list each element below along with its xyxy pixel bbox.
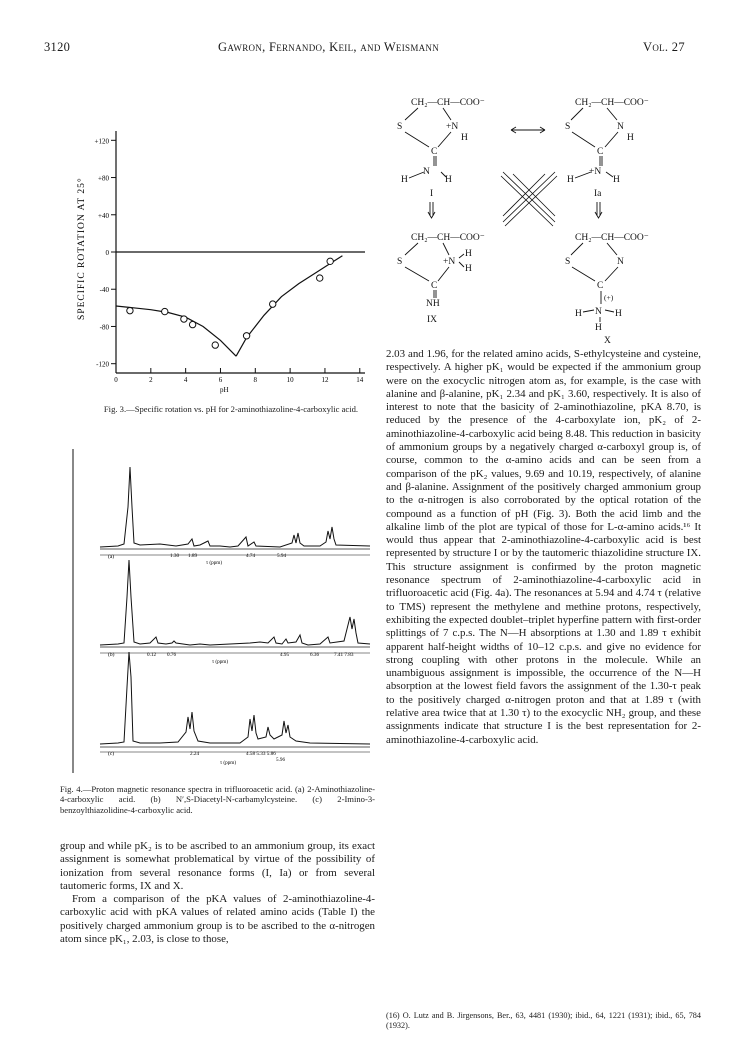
data-point	[270, 301, 276, 307]
svg-text:+N: +N	[443, 257, 456, 267]
spectrum-c	[100, 652, 370, 766]
x-tick-label: 14	[356, 376, 364, 384]
svg-text:CH₂—CH—COO⁻: CH₂—CH—COO⁻	[411, 98, 485, 108]
data-point	[127, 307, 133, 313]
svg-text:S: S	[565, 257, 571, 267]
running-head-authors: Gawron, Fernando, Keil, and Weismann	[218, 40, 440, 54]
spectrum-b-ticks-3: 4.95	[280, 652, 290, 658]
y-axis-label: SPECIFIC ROTATION AT 25°	[77, 177, 87, 320]
svg-text:H: H	[575, 309, 582, 319]
svg-text:N: N	[617, 122, 624, 132]
svg-text:N: N	[617, 257, 624, 267]
data-point	[162, 308, 168, 314]
svg-text:+N: +N	[589, 167, 602, 177]
x-tick-label: 2	[149, 376, 153, 384]
spectrum-a	[100, 467, 370, 566]
svg-text:C: C	[597, 147, 604, 157]
structure-IX	[397, 233, 485, 325]
svg-text:+N: +N	[446, 122, 459, 132]
svg-text:S: S	[397, 122, 403, 132]
data-point	[317, 275, 323, 281]
spectrum-b	[100, 560, 370, 665]
svg-text:CH₂—CH—COO⁻: CH₂—CH—COO⁻	[575, 98, 649, 108]
spectrum-c-ticks-2: 4.58 5.33 5.86	[246, 751, 276, 757]
svg-text:N: N	[595, 307, 602, 317]
svg-text:H: H	[567, 175, 574, 185]
spectrum-c-ticks-1: 2.24	[190, 751, 200, 757]
data-point	[243, 333, 249, 339]
y-tick-label: -40	[99, 286, 109, 295]
svg-text:X: X	[604, 336, 611, 344]
svg-text:S: S	[565, 122, 571, 132]
svg-text:H: H	[613, 175, 620, 185]
svg-text:H: H	[465, 264, 472, 274]
page-number: 3120	[44, 40, 71, 54]
svg-text:H: H	[595, 323, 602, 333]
spectrum-c-tag: (c)	[108, 751, 115, 757]
x-tick-label: 12	[321, 376, 329, 384]
spectrum-a-ticks-1: 1.30	[170, 553, 180, 559]
spectrum-a-tag: (a)	[108, 554, 115, 560]
svg-text:H: H	[445, 175, 452, 185]
data-point	[212, 342, 218, 348]
svg-text:CH₂—CH—COO⁻: CH₂—CH—COO⁻	[575, 233, 649, 243]
structure-I	[397, 98, 485, 218]
svg-text:C: C	[597, 281, 604, 291]
figure-4-caption: Fig. 4.—Proton magnetic resonance spectra in trifluoroacetic acid. (a) 2-Aminothiazoline-4-carboxylic acid. (b) N′,S-Diacetyl-N-carbamylcysteine. (c) 2-Imino-3-benzoylthiazolidine-4-carboxylic acid.	[60, 784, 375, 815]
x-tick-label: 10	[286, 376, 294, 384]
svg-text:H: H	[461, 133, 468, 143]
svg-text:C: C	[431, 147, 438, 157]
data-point	[181, 316, 187, 322]
y-tick-label: +80	[98, 174, 109, 183]
left-paragraph-1: group and while pK₂ is to be ascribed to an ammonium group, its exact assignment is somewhat problematical by virtue of the possibility of ionization from several resonance forms (I, Ia) or from several tautomeric forms, IX and X.	[60, 840, 375, 892]
spectrum-b-axis: τ (ppm)	[212, 659, 229, 665]
curve-acid-limb	[116, 306, 236, 356]
running-head-volume: Vol. 27	[643, 40, 685, 54]
x-tick-label: 4	[183, 376, 188, 384]
spectrum-a-ticks-4: 5.94	[277, 553, 287, 559]
svg-text:H: H	[615, 309, 622, 319]
svg-text:H: H	[401, 175, 408, 185]
svg-text:I: I	[430, 189, 434, 199]
data-point	[189, 321, 195, 327]
svg-text:S: S	[397, 257, 403, 267]
svg-text:H: H	[465, 249, 472, 259]
figure-3-specific-rotation-plot	[44, 115, 384, 400]
chemical-structures	[385, 92, 700, 344]
y-tick-label: -80	[99, 323, 109, 332]
y-tick-label: -120	[96, 360, 109, 369]
left-column-text	[60, 840, 375, 946]
svg-text:NH: NH	[426, 299, 440, 309]
footnote-16: (16) O. Lutz and B. Jirgensons, Ber., 63, 4481 (1930); ibid., 64, 1221 (1931); ibid., 65, 784 (1932).	[386, 1011, 701, 1031]
figure-3-caption: Fig. 3.—Specific rotation vs. pH for 2-aminothiazoline-4-carboxylic acid.	[103, 404, 359, 414]
spectrum-b-ticks-2: 0.76	[167, 652, 177, 658]
svg-text:H: H	[627, 133, 634, 143]
figure-4-nmr-spectra	[60, 447, 380, 777]
spectrum-b-ticks-5: 7.41 7.83	[334, 652, 354, 658]
svg-text:C: C	[431, 281, 438, 291]
tautomer-cross-arrows	[501, 172, 557, 226]
spectrum-a-axis: τ (ppm)	[206, 560, 223, 566]
spectrum-a-ticks-3: 4.74	[246, 553, 256, 559]
structure-Ia	[565, 98, 649, 218]
svg-text:CH₂—CH—COO⁻: CH₂—CH—COO⁻	[411, 233, 485, 243]
spectrum-b-ticks-1: 0.12	[147, 652, 157, 658]
data-point	[327, 258, 333, 264]
svg-text:IX: IX	[427, 315, 438, 325]
x-tick-label: 6	[218, 376, 223, 384]
svg-text:(+): (+)	[604, 293, 614, 302]
structure-X	[565, 233, 649, 344]
spectrum-c-axis: τ (ppm)	[220, 760, 237, 766]
resonance-arrow	[511, 127, 545, 133]
y-tick-label: +40	[98, 211, 109, 220]
svg-text:N: N	[423, 167, 430, 177]
x-axis-label: pH	[220, 386, 229, 394]
x-tick-label: 8	[253, 376, 258, 384]
left-paragraph-2: From a comparison of the pKA values of 2-aminothiazoline-4-carboxylic acid with pKA values of related amino acids (Table I) the positively charged ammonium group is to be ascribed to the α-nitrogen atom since pK₁, 2.03, is close to those,	[60, 893, 375, 946]
svg-text:Ia: Ia	[594, 189, 602, 199]
y-tick-label: 0	[105, 249, 109, 257]
right-paragraph: 2.03 and 1.96, for the related amino acids, S-ethylcysteine and cysteine, respectively. A higher pK₁ would be expected if the ammonium group were on the exocyclic nitrogen atom as, for example, is the case with alanine and β-alanine, pK₁ 2.34 and pK₁ 3.60, respectively. It is also of interest to note that the basicity of 2-aminothiazoline, pKA 8.70, is reduced by the presence of the 4-carboxylate ion, pK₂ of 2-aminothiazoline-4-carboxylic acid being 8.48. This reduction in basicity of ammonium groups by a negatively charged α-carboxyl group is, of course, common to the α-amino acids and can be seen from a comparison of the pK₂ values, 9.69 and 10.19, respectively, of alanine and β-alanine. Assignment of the positively charged ammonium group to the α-nitrogen is also corroborated by the optical rotation of the compound as a function of pH (Fig. 3). Both the acid limb and the alkaline limb of the plot are typical of those for L-α-amino acids.¹⁶ It would thus appear that 2-aminothiazoline-4-carboxylic acid is best represented by structure I or by the tautomeric thiazolidine structure IX. This structure assignment is confirmed by the proton magnetic resonance spectrum of 2-aminothiazoline-4-carboxylic acid in trifluoroacetic acid (Fig. 4a). The resonances at 5.94 and 4.74 τ (relative to TMS) represent the methylene and methine protons, respectively, exhibiting the expected doublet–triplet hyperfine pattern with first-order splittings of 7 c.p.s. The N—H absorptions at 1.30 and 1.89 τ exhibit apparent half-height widths of 10–12 c.p.s. and give no evidence for strong coupling with other protons in the molecule. While an unambiguous assignment is impossible, the occurrence of the N—H absorption at the lowest field favors the assignment of the 1.30-τ peak to the positively charged α-nitrogen proton and that at 1.89 τ (with relative area twice that at 1.30 τ) to the exocyclic NH₂ group, and these assignments indicate that structure I is the best representation for 2-aminothiazoline-4-carboxylic acid.	[386, 348, 701, 746]
spectrum-b-tag: (b)	[108, 652, 115, 658]
spectrum-b-ticks-4: 6.36	[310, 652, 320, 658]
spectrum-c-ticks-3: 5.96	[276, 757, 286, 763]
spectrum-a-ticks-2: 1.89	[188, 553, 198, 559]
x-tick-label: 0	[114, 376, 118, 384]
right-column-text	[386, 348, 701, 747]
curve-alkaline-limb	[236, 256, 342, 357]
y-tick-label: +120	[94, 137, 109, 146]
